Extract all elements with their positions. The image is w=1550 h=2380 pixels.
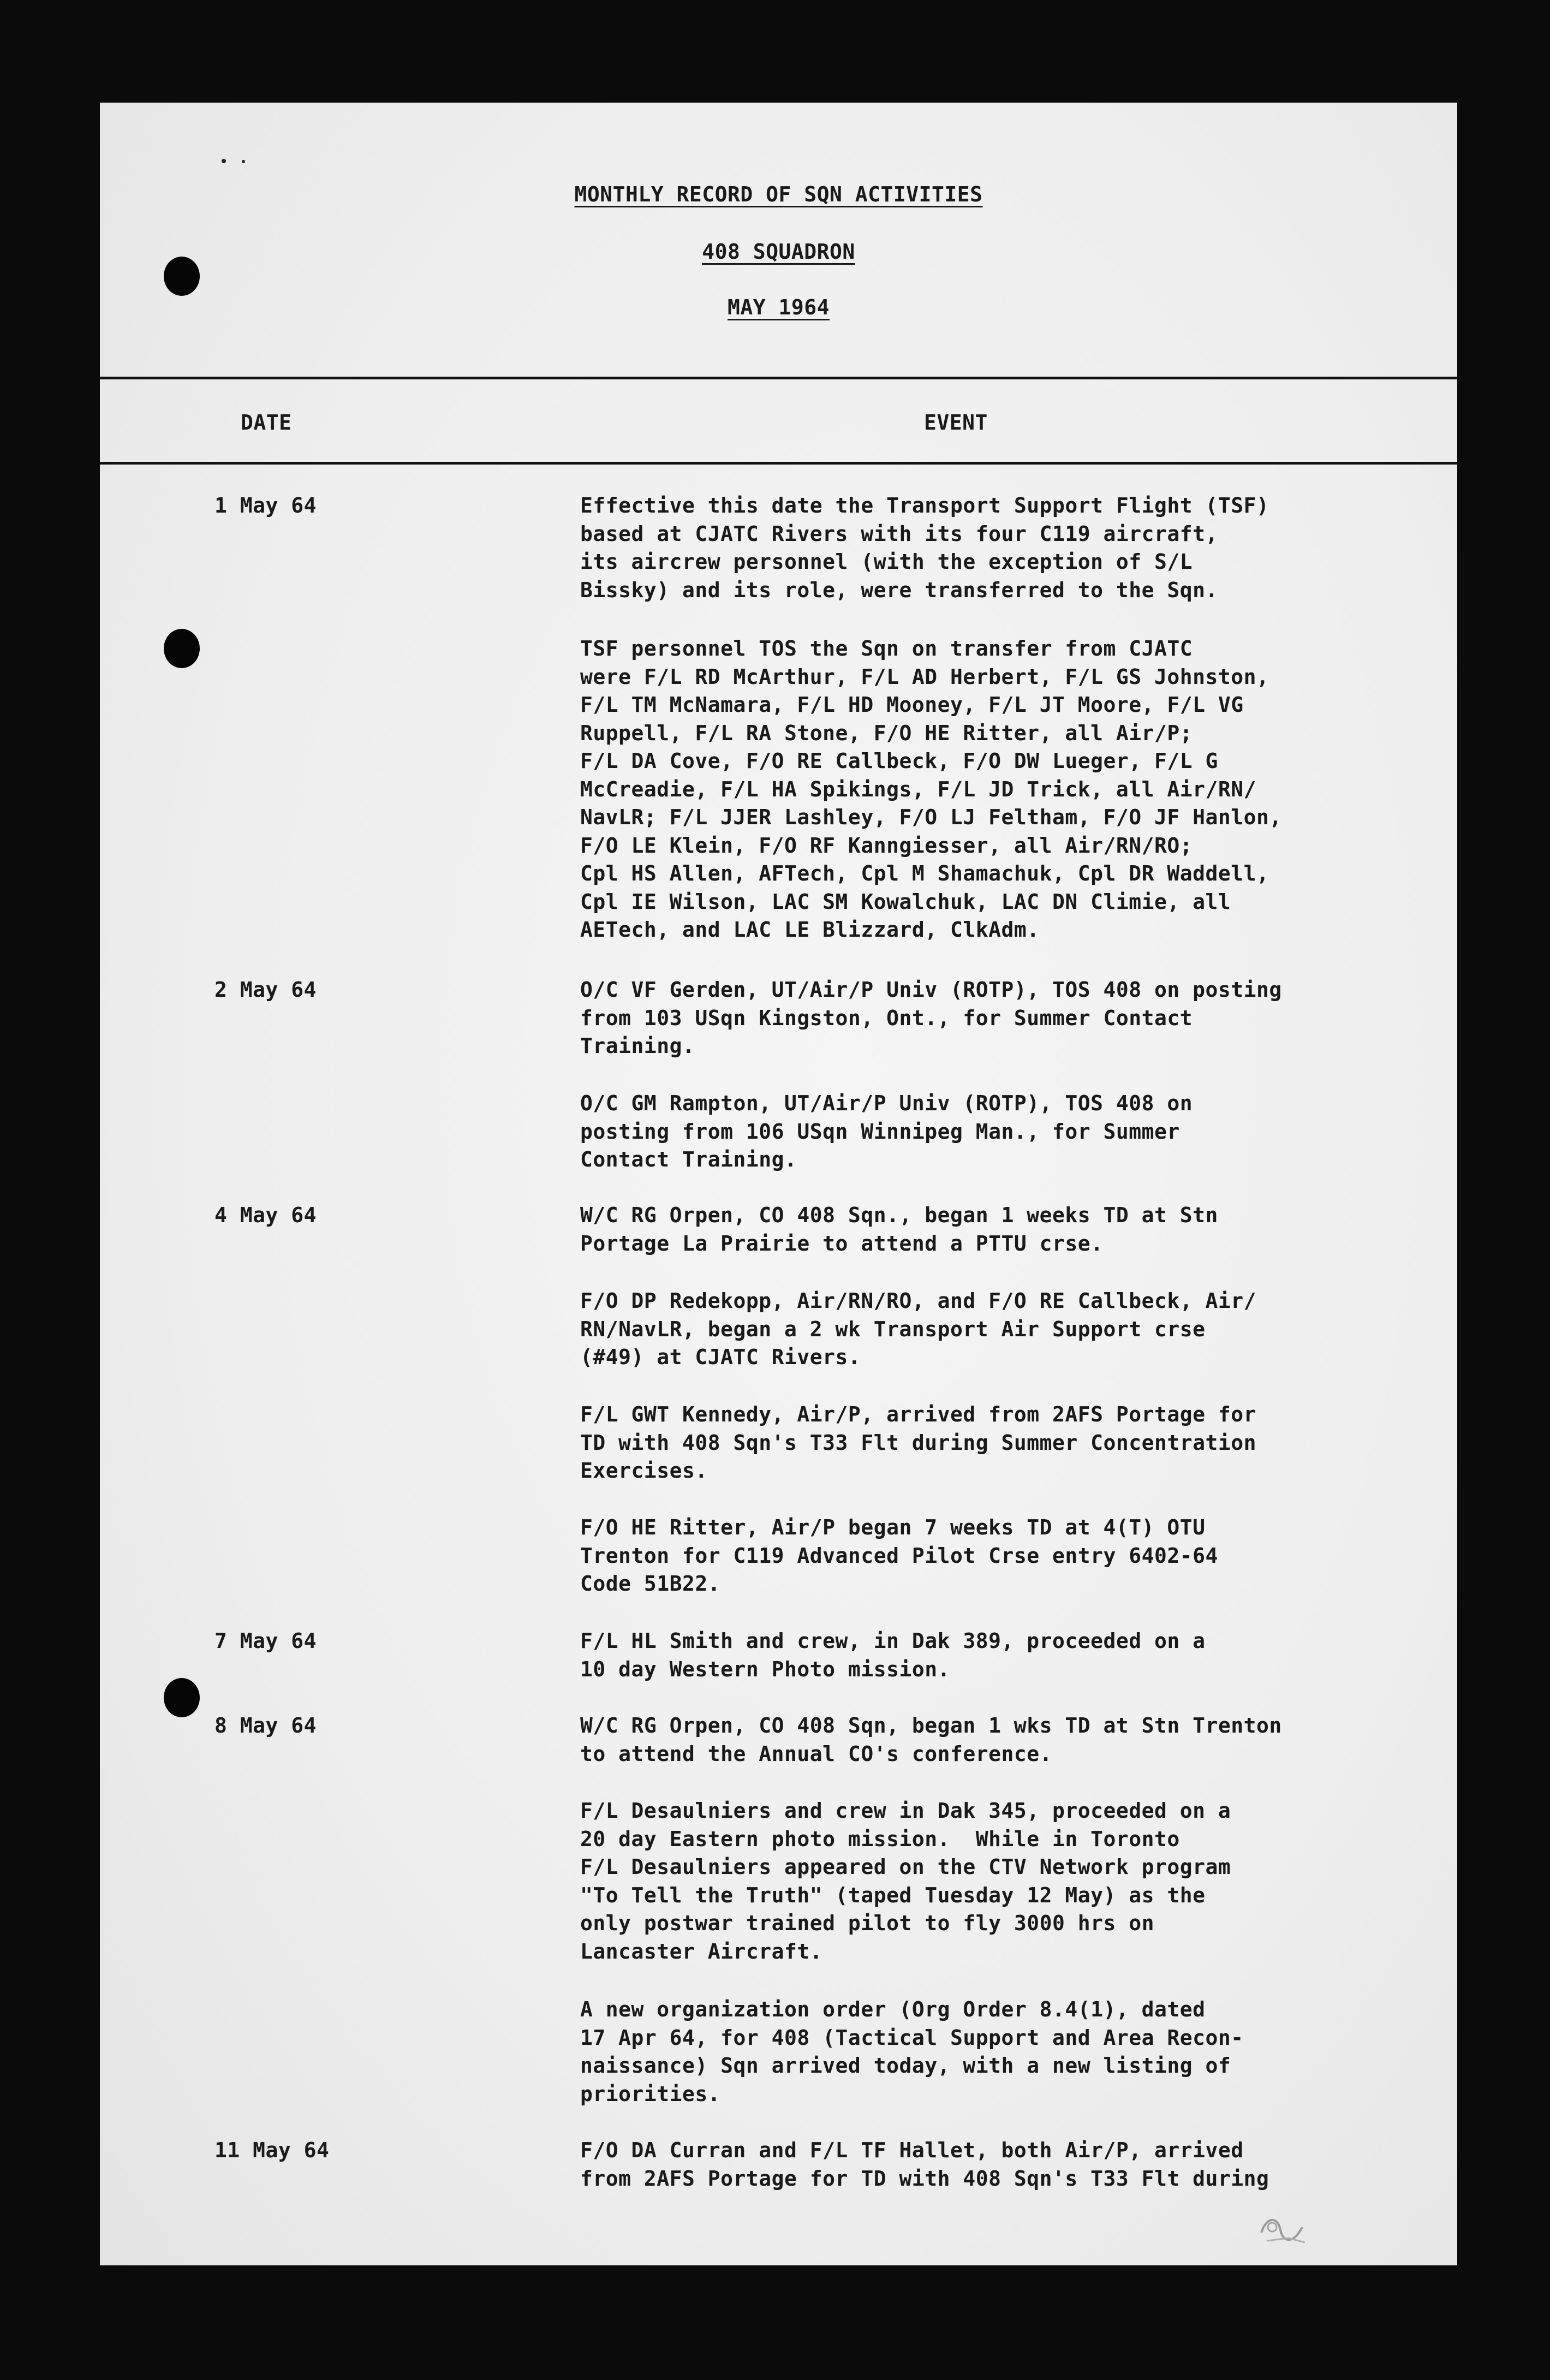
header-top-rule xyxy=(100,377,1457,379)
entry-event: F/O DA Curran and F/L TF Hallet, both Air/P, arrived from 2AFS Portage for TD with 408 Sqn's T33 Flt during xyxy=(580,2138,1269,2191)
entry-event: Effective this date the Transport Support Flight (TSF) based at CJATC Rivers with its four C119 aircraft, its aircrew personnel (with the exception of S/L Bissky) and its role, were transferred to the Sqn. xyxy=(580,493,1269,602)
entry-date: 4 May 64 xyxy=(214,1203,317,1227)
event-column-heading: EVENT xyxy=(924,410,988,435)
archive-stamp-mark xyxy=(1256,2211,1310,2249)
entry-event: O/C GM Rampton, UT/Air/P Univ (ROTP), TOS 408 on posting from 106 USqn Winnipeg Man., for Summer Contact Training. xyxy=(580,1091,1193,1171)
entry-event: F/O DP Redekopp, Air/RN/RO, and F/O RE Callbeck, Air/ RN/NavLR, began a 2 wk Transport Air Support crse (#49) at CJATC Rivers. xyxy=(580,1289,1257,1369)
ink-speck xyxy=(222,159,226,163)
entry-date: 2 May 64 xyxy=(214,978,317,1002)
entry-event: TSF personnel TOS the Sqn on transfer from CJATC were F/L RD McArthur, F/L AD Herbert, F/L GS Johnston, F/L TM McNamara, F/L HD Mooney, F/L JT Moore, F/L VG Ruppell, F/L RA Stone, F/O HE Ritter, all Air/P; F/L DA Cove, F/O RE Callbeck, F/O DW Lueger, F/L G McCreadie, F/L HA Spikings, F/L JD Trick, all Air/RN/ NavLR; F/L JJER Lashley, F/O LJ Feltham, F/O JF Hanlon, F/O LE Klein, F/O RF Kanngiesser, all Air/RN/RO; Cpl HS Allen, AFTech, Cpl M Shamachuk, Cpl DR Waddell, Cpl IE Wilson, LAC SM Kowalchuk, LAC DN Climie, all AETech, and LAC LE Blizzard, ClkAdm. xyxy=(580,636,1282,942)
header-bottom-rule xyxy=(100,462,1457,465)
entry-date: 8 May 64 xyxy=(214,1713,317,1738)
ink-speck xyxy=(242,160,245,163)
entry-event: W/C RG Orpen, CO 408 Sqn., began 1 weeks TD at Stn Portage La Prairie to attend a PTTU crse. xyxy=(580,1203,1218,1256)
entry-event: W/C RG Orpen, CO 408 Sqn, began 1 wks TD at Stn Trenton to attend the Annual CO's conference. xyxy=(580,1713,1282,1766)
entry-date: 11 May 64 xyxy=(214,2138,330,2162)
squadron-name: 408 SQUADRON xyxy=(702,240,855,264)
entry-event: F/L HL Smith and crew, in Dak 389, proceeded on a 10 day Western Photo mission. xyxy=(580,1629,1206,1681)
date-column-heading: DATE xyxy=(241,410,292,435)
entry-event: F/O HE Ritter, Air/P began 7 weeks TD at 4(T) OTU Trenton for C119 Advanced Pilot Crse entry 6402-64 Code 51B22. xyxy=(580,1515,1218,1596)
punch-hole-middle xyxy=(164,629,200,668)
entry-event: F/L Desaulniers and crew in Dak 345, proceeded on a 20 day Eastern photo mission. While in Toronto F/L Desaulniers appeared on the CTV Network program "To Tell the Truth" (taped Tuesday 12 May) as the only postwar trained pilot to fly 3000 hrs on Lancaster Aircraft. xyxy=(580,1799,1231,1963)
entry-date: 7 May 64 xyxy=(214,1629,317,1653)
document-title: MONTHLY RECORD OF SQN ACTIVITIES xyxy=(574,182,983,206)
entry-date: 1 May 64 xyxy=(214,493,317,517)
entry-event: O/C VF Gerden, UT/Air/P Univ (ROTP), TOS 408 on posting from 103 USqn Kingston, Ont., for Summer Contact Training. xyxy=(580,978,1282,1058)
entry-event: A new organization order (Org Order 8.4(1), dated 17 Apr 64, for 408 (Tactical Support and Area Recon- naissance) Sqn arrived today, with a new listing of priorities. xyxy=(580,1997,1244,2106)
record-period: MAY 1964 xyxy=(727,295,830,319)
entry-event: F/L GWT Kennedy, Air/P, arrived from 2AFS Portage for TD with 408 Sqn's T33 Flt during Summer Concentration Exercises. xyxy=(580,1402,1257,1483)
punch-hole-bottom xyxy=(164,1678,200,1717)
document-page xyxy=(100,103,1457,2265)
